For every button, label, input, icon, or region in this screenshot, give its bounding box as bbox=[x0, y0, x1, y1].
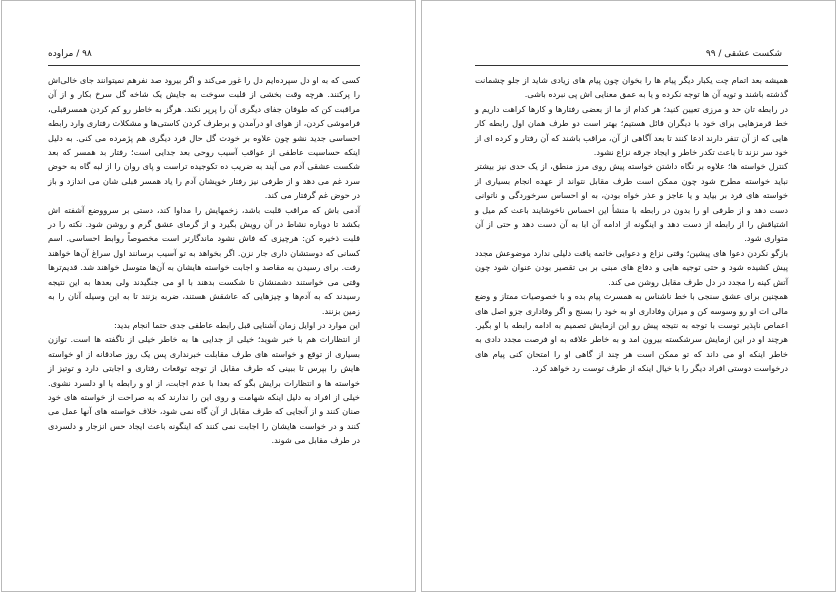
page-body bbox=[475, 73, 788, 376]
paragraph: این موارد در اوایل زمان آشنایی قبل رابطه عاطفی جدی حتما انجام بدید: bbox=[113, 319, 360, 330]
paragraph: کسی که به او دل سپرده‌ایم دل را غور می‌کند و اگر بیرود صد نفرهم نمیتوانند جای خالی‌اش را پرکنند. هرچه وقت بخشی از قلبت سوخت به جایش یک شاخه گل سرخ بکار و از آن مراقبت کن که طوفان جفای دیگری آن را پرپر نکند. هرگز به خاطر رو کم کردن همسرقبلی، فراموشی کردن، از هوای او درآمدن و برطرف کردن کاستی‌ها و مشکلات رفتاری وارد رابطه احساسی جدید نشو چون علاوه بر خودت گل حال فرد دیگری هم پژمرده می کنی. به دلیل اینکه حساسیت عاطفی از عواقب آسیب روحی بعد جدایی است؛ رفتار بد همسر که بعد شکست عشقی آدم می آیند به ضریب ده تکوجیده تراست و پای روان را از لبه گاه به حوض سرد غم می دهد و از طرفی نیز رفتار خویشان آدم را یاد همسر قبلی شان می اندازد و باز در حوض غم گرفتار می کند. bbox=[48, 75, 360, 201]
page-99 bbox=[421, 0, 836, 592]
header-rule bbox=[48, 65, 360, 66]
page-header: ۹۸ / مراوده bbox=[48, 49, 92, 59]
paragraph: همچنین برای عشق سنجی با خط ناشناس به همسرت پیام بده و با خصوصیات ممتاز و وضع مالی ات او رو وسوسه کن و میزان وفاداری او به خود را بسنج و اگر وفاداری جزو اصل های اعماص ناپذیر توست با توجه به نتیجه پیش رو این ازمایش تصمیم به ادامه رابطه با او بگیر. هرچند او در این ازمایش سرشکسته بیرون امد و به خاطر علاقه به او فرصت مجدد دادی به خاطر اینکه او می داند که تو ممکن است هر چند از گاهی او را امتحان کنی پیام های درخواست دوستی افراد دیگر را با خیال اینکه از طرف توست رد خواهد کرد. bbox=[475, 291, 788, 374]
page-body bbox=[48, 73, 360, 448]
page-header: شکست عشقی / ۹۹ bbox=[705, 49, 782, 59]
page-98 bbox=[1, 0, 416, 592]
paragraph: کنترل خواسته ها؛ علاوه بر نگاه داشتن خواسته پیش روی مرز منطق، از یک حدی نیز بیشتر نباید خواسته مطرح شود چون ممکن است طرف مقابل نتواند از عهده انجام بسیاری از خواسته های فرد بر بیاید و یا عاجز و عذر خواه بودن، به او احساس سرخوردگی و ناتوانی دست دهد و از طرفی او را بدون در رابطه با منشأ این احساس ناخوشایند باعث کم میل و اشتیاقش را از رابطه از دست دهد و اینگونه از ادامه آن ابا به آن دست دهد و حتی از آن متواری شود. bbox=[475, 161, 788, 244]
paragraph: آدمی باش که مراقب قلبت باشد، زخمهایش را مداوا کند، دستی بر سرووضع آشفته اش بکشد تا دوباره نشاط در آن رویش بگیرد و از گرمای عشق گرم و روشن شود. نکته را در قلبت ذخیره کن: هرچیزی که فاش نشود ماندگارتر است مخصوصاً روابط احساسی. اسم کسانی که دوستشان داری جار نزن. اگر بخواهد به تو آسیب برسانند اول سراغ آن‌ها خواهند رفت. برای رسیدن به مقاصد و اجابت خواسته هایشان به آن‌ها متوسل خواهند شد. قدیم‌ترها وقتی می خواستند دشمنشان تا شکست بدهند با او می جنگیدند ولی بعدها به این نتیجه رسیدند که به آدم‌ها و چیزهایی که عاشقش هستند، ضربه بزنند تا به این وسیله آنان را به زمین بزنند. bbox=[48, 204, 360, 316]
paragraph: بازگو نکردن دعوا های پیشین؛ وقتی نزاع و دعوایی خاتمه یافت دلیلی ندارد موضوعش مجدد پیش کشیده شود و حتی توجیه هایی و دفاع های مبنی بر بی تقصیر بودن عنوان شود چون آتش کینه را مجدد در دل طرف مقابل روشن می کند. bbox=[475, 247, 788, 287]
paragraph: همیشه بعد اتمام چت یکبار دیگر پیام ها را بخوان چون پیام های زیادی شاید از جلو چشمانت گذشته باشند و تویه آن ها توجه نکرده و یا به عمق معنایی اش پی نبرده باشی. bbox=[475, 75, 788, 100]
paragraph: در رابطه تان حد و مرزی تعیین کنید؛ هر کدام از ما از بعضی رفتارها و کارها کراهت داریم و خط قرمزهایی برای خود با دیگران قائل هستیم؛ بهتر است دو طرف همان اول رابطه کار هایی که از آن تنفر دارند ادعا کنند تا بعد آگاهی از آن، مراقب باشند که آن رفتار و کرده ای از خود سر نزند تا باعث تکدر خاطر و ایجاد جرقه نزاع نشود. bbox=[475, 103, 788, 158]
paragraph: از انتظارات هم با خبر شوید؛ خیلی از جدایی ها به خاطر خیلی از ناگفته ها است. توازن بسیاری از توقع و خواسته های طرف مقابلت خبرنداری پس یک روز صادقانه از او خواسته هایش را بپرس تا ببینی که طرف مقابل از توجه توقعات رفتاری و اجابتی دارد و توتیز از خواسته ها و انتظارات برایش بگو که بعدا با عدم اجابت، از او و رابطه یا او دلسرد نشوی. خیلی از افراد به دلیل اینکه شهامت و روی این را ندارند که به صراحت از خواسته های خود صنان کنند و از آنجایی که طرف مقابل از آن گاه نمی شود، خلاف خواسته های آنها عمل می کنند و در خواست هایشان را اجابت نمی کنند که اینگونه باعث ایجاد حس انزجار و دلسردی در طرف مقابل می شوند. bbox=[48, 334, 360, 446]
header-rule bbox=[475, 65, 788, 66]
